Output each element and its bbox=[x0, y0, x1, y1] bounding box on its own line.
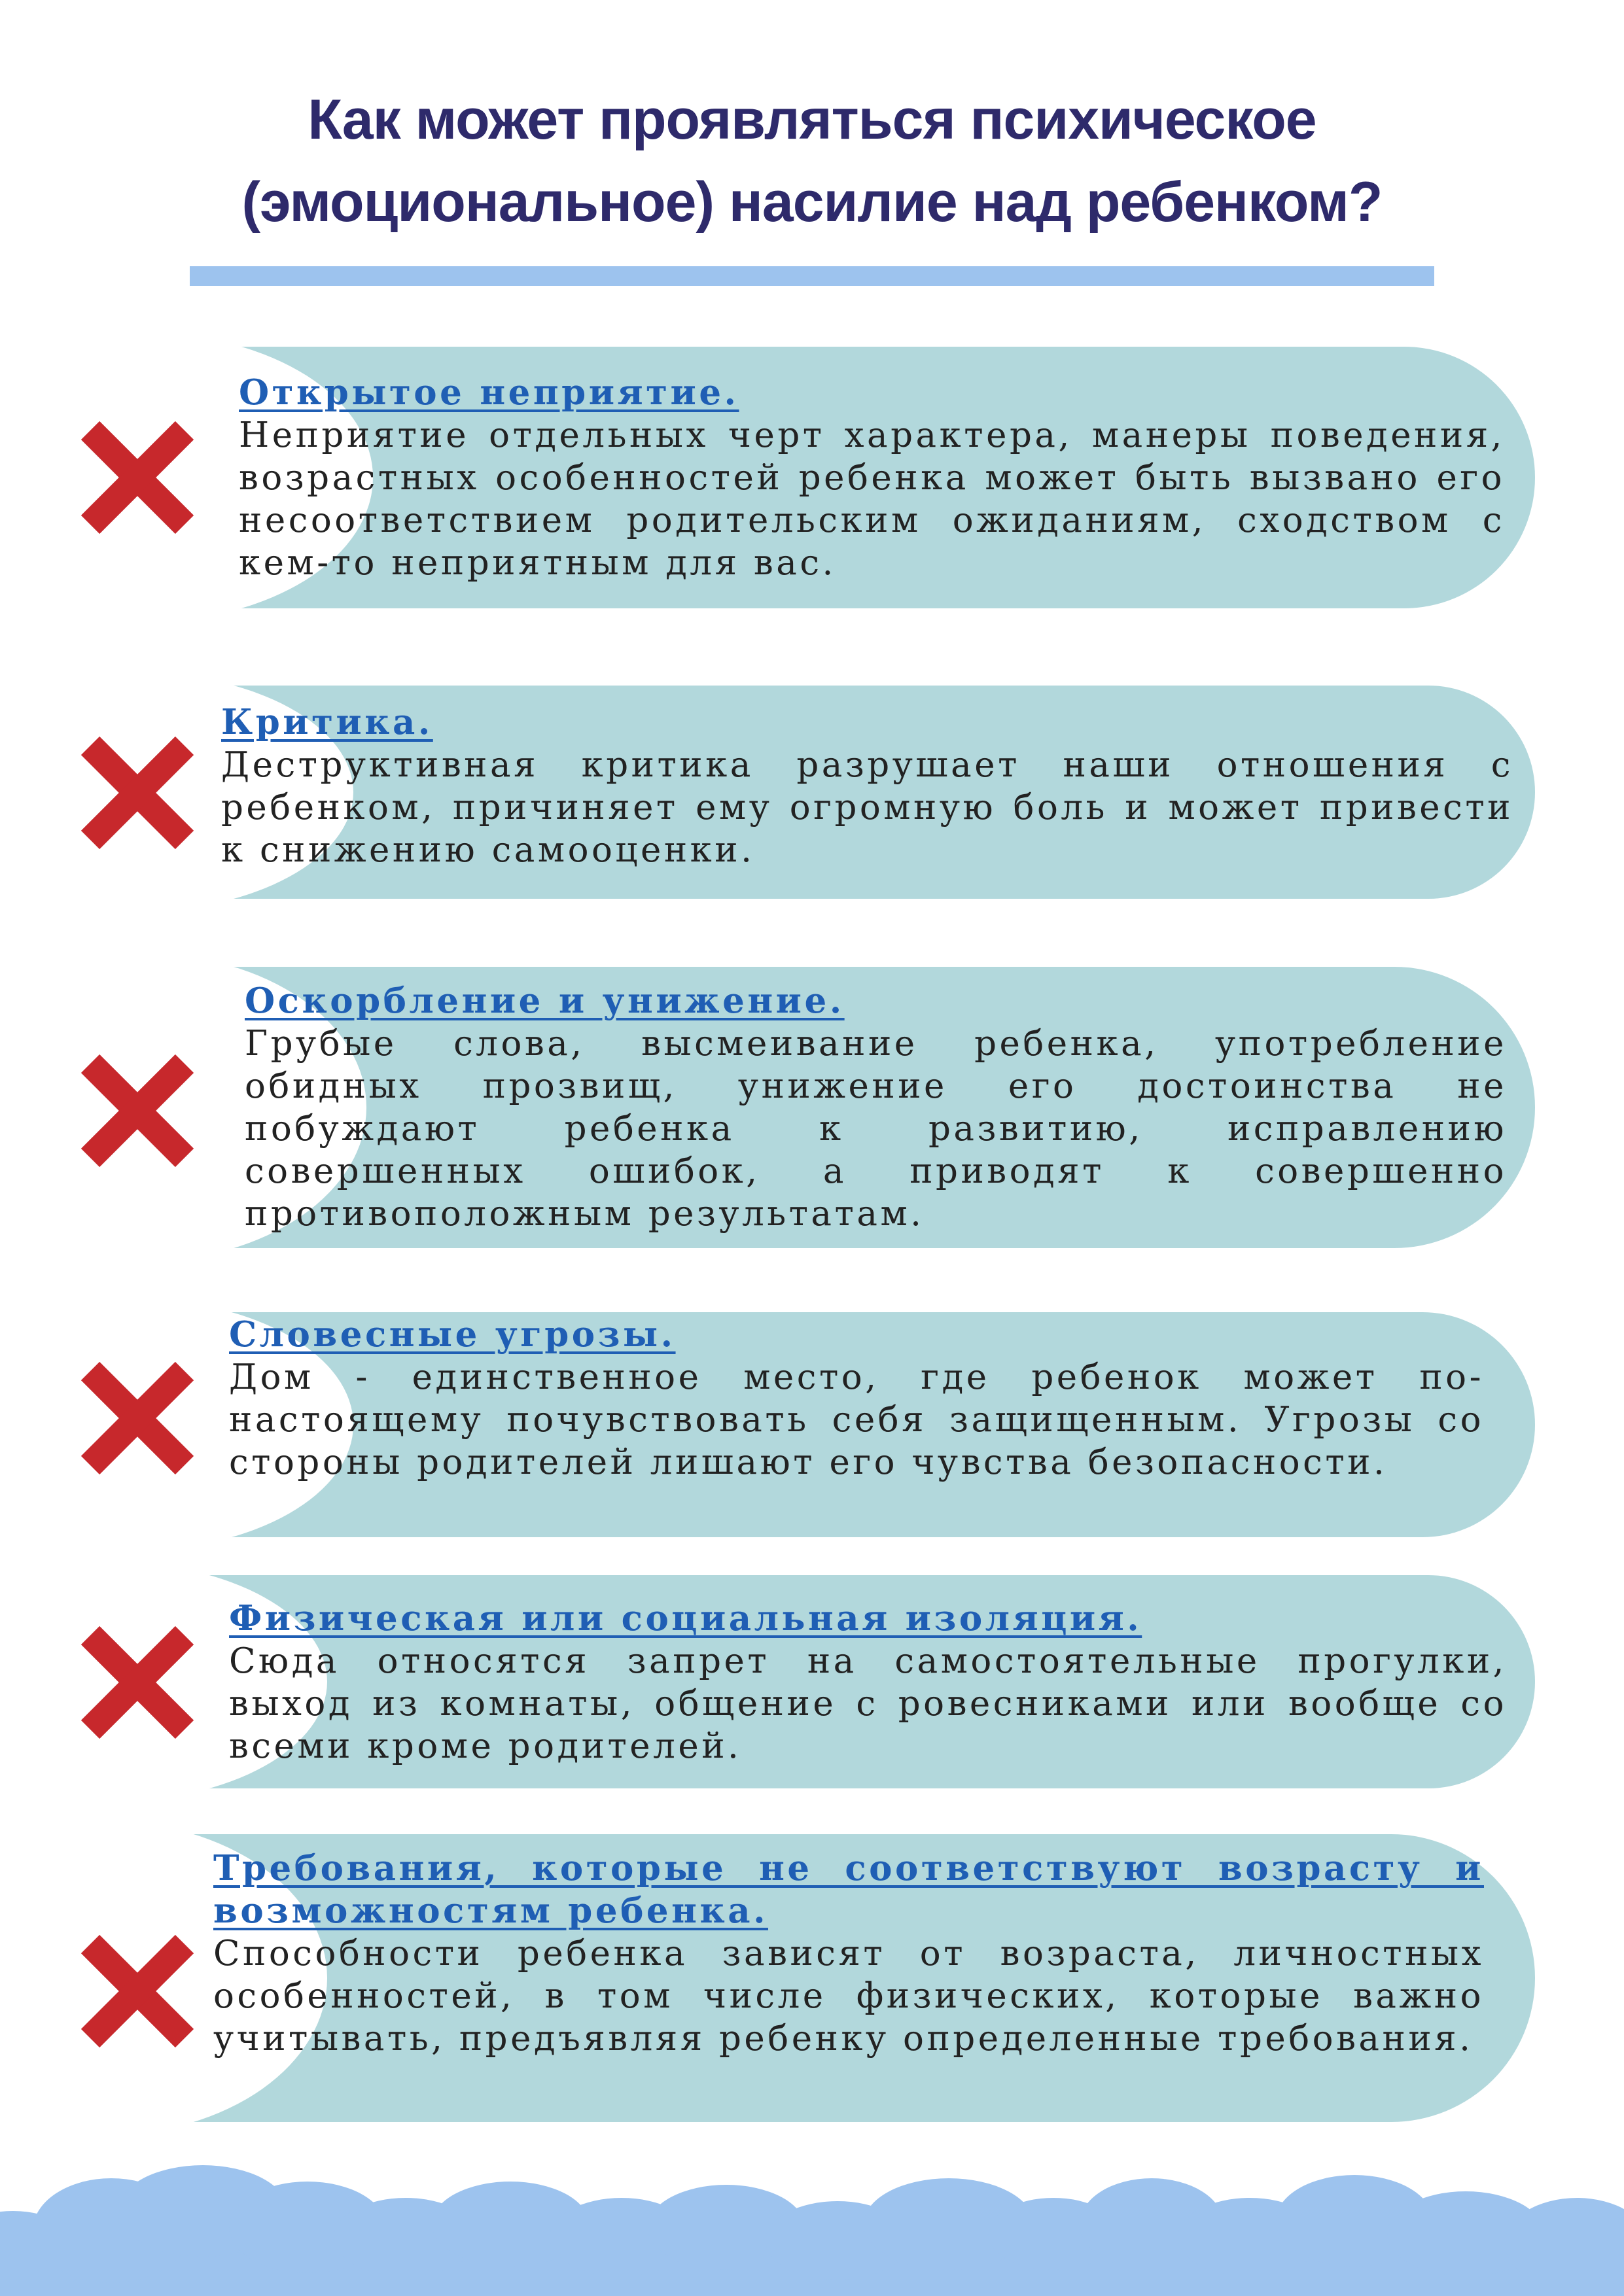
clouds-decoration bbox=[0, 2165, 1624, 2296]
card-text bbox=[213, 1847, 1484, 2060]
cross-icon-shape bbox=[90, 1944, 185, 2038]
card-insult-humiliation bbox=[131, 967, 1535, 1248]
card-body: Сюда относятся запрет на самостоятельные прогулки, выход из комнаты, общение с ровесниками или вообще со всеми кроме родителей. bbox=[229, 1641, 1507, 1766]
cross-icon bbox=[81, 1626, 194, 1739]
cross-icon-shape bbox=[90, 1371, 185, 1465]
card-heading: Открытое неприятие. bbox=[239, 372, 739, 413]
page-title bbox=[131, 78, 1493, 243]
card-heading: Оскорбление и унижение. bbox=[245, 981, 845, 1021]
card-body: Деструктивная критика разрушает наши отношения с ребенком, причиняет ему огромную боль и может привести к снижению самооценки. bbox=[221, 745, 1513, 870]
card-isolation bbox=[131, 1575, 1535, 1788]
card-heading: Словесные угрозы. bbox=[229, 1314, 676, 1355]
title-underline-bar bbox=[190, 266, 1434, 286]
page-title-line-1: Как может проявляться психическое bbox=[308, 88, 1316, 151]
page-title-line-2: (эмоциональное) насилие над ребенком? bbox=[241, 171, 1383, 234]
card-body: Способности ребенка зависят от возраста, личностных особенностей, в том числе физических, которые важно учитывать, предъявляя ребенку определенные требования. bbox=[213, 1934, 1484, 2059]
card-heading: Критика. bbox=[221, 702, 433, 742]
card-body: Грубые слова, высмеивание ребенка, употребление обидных прозвищ, унижение его достоинства не побуждают ребенка к развитию, исправлению совершенных ошибок, а приводят к совершенно противоположным результатам. bbox=[245, 1024, 1507, 1234]
card-text bbox=[229, 1597, 1507, 1767]
card-text bbox=[221, 701, 1513, 871]
cross-icon bbox=[81, 1054, 194, 1167]
clouds-shape bbox=[0, 2165, 1624, 2296]
cross-icon bbox=[81, 737, 194, 849]
card-heading: Требования, которые не соответствуют возрасту и возможностям ребенка. bbox=[213, 1848, 1484, 1931]
cross-icon-shape bbox=[90, 746, 185, 840]
card-body: Неприятие отдельных черт характера, манеры поведения, возрастных особенностей ребенка может быть вызвано его несоответствием родительским ожиданиям, сходством с кем-то неприятным для вас. bbox=[239, 415, 1505, 583]
cross-icon bbox=[81, 1362, 194, 1474]
card-text bbox=[229, 1313, 1484, 1484]
card-open-rejection bbox=[131, 347, 1535, 608]
card-body: Дом - единственное место, где ребенок может по-настоящему почувствовать себя защищенным. Угрозы со стороны родителей лишают его чувства безопасности. bbox=[229, 1357, 1484, 1482]
cross-icon-shape bbox=[90, 1635, 185, 1730]
card-text bbox=[245, 980, 1507, 1235]
card-verbal-threats bbox=[131, 1312, 1535, 1537]
card-inappropriate-demands bbox=[131, 1834, 1535, 2122]
cross-icon-shape bbox=[90, 430, 185, 525]
cross-icon bbox=[81, 1935, 194, 2047]
card-criticism bbox=[131, 686, 1535, 899]
card-text bbox=[239, 372, 1505, 584]
cross-icon bbox=[81, 421, 194, 534]
card-heading: Физическая или социальная изоляция. bbox=[229, 1598, 1142, 1639]
cross-icon-shape bbox=[90, 1064, 185, 1158]
